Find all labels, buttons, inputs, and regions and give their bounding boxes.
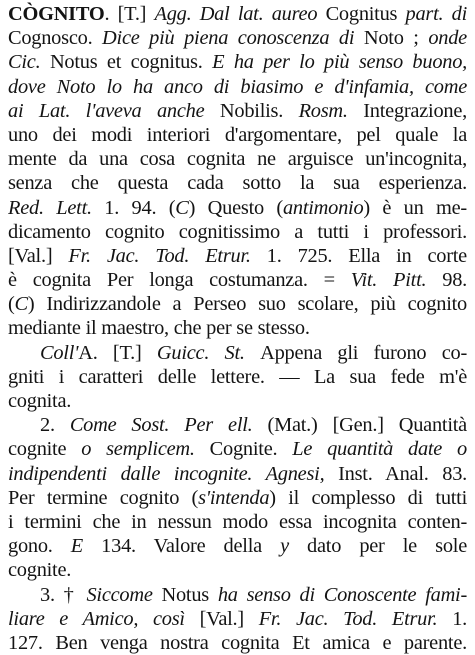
- text-run: mente da una cosa cognita ne arguisce un'incognita,: [8, 148, 467, 171]
- italic-text: Siccome: [86, 583, 162, 606]
- entry-line: [8, 462, 467, 486]
- entry-line: [8, 171, 467, 195]
- entry-line: [8, 316, 467, 340]
- entry-line: [8, 486, 467, 510]
- italic-text: dove Noto lo ha anco di biasimo e d'infamia, come: [8, 75, 467, 98]
- text-run: cognite.: [8, 559, 72, 582]
- text-run: 127. Ben venga nostra cognita Et amica e parente.: [8, 631, 467, 654]
- text-run: Cognitus: [325, 3, 406, 25]
- italic-text: Vit. Pitt.: [350, 269, 443, 292]
- text-run: [Val.]: [8, 244, 69, 267]
- entry-line: [8, 437, 467, 461]
- italic-text: Fr. Jac. Tod. Etrur.: [68, 244, 267, 267]
- italic-text: Agg. Dal lat. aureo: [154, 3, 326, 25]
- text-run: Inst. Anal. 83.: [338, 462, 467, 485]
- text-run: Nobilis.: [219, 99, 299, 122]
- italic-text: Cic.: [8, 51, 50, 74]
- entry-line: [8, 389, 467, 413]
- text-run: 1. 94. (: [104, 196, 176, 219]
- italic-text: y: [280, 535, 308, 558]
- italic-text: Guicc. St.: [156, 341, 261, 364]
- italic-text: Dice più piena conoscenza di: [102, 27, 364, 50]
- entry-line: [8, 99, 467, 123]
- text-run: 2.: [40, 414, 70, 437]
- text-run: ) Questo (: [188, 196, 283, 219]
- text-run: Integrazione,: [363, 99, 467, 122]
- text-run: 98.: [442, 269, 467, 292]
- text-run: ) è un me-: [363, 196, 467, 219]
- italic-text: Rosm.: [298, 99, 364, 122]
- text-run: mediante il maestro, che per se stesso.: [8, 317, 310, 340]
- text-run: 1. 725. Ella in corte: [266, 244, 467, 267]
- italic-text: o semplicem.: [81, 438, 210, 461]
- text-run: Noto ;: [363, 27, 429, 50]
- entry-line: [8, 292, 467, 316]
- text-run: senza che questa cada sotto la sua esperienza.: [8, 172, 467, 195]
- italic-text: ai Lat. l'aveva anche: [8, 99, 220, 122]
- text-run: ) il complesso di tutti: [269, 486, 467, 509]
- entry-line: [8, 341, 467, 365]
- entry-line: [8, 196, 467, 220]
- text-run: Notus: [161, 583, 218, 606]
- text-run: . [T.]: [104, 3, 155, 25]
- text-run: A. [T.]: [78, 341, 157, 364]
- italic-text: part. di: [405, 3, 467, 25]
- italic-text: Fr. Jac. Tod. Etrur.: [258, 607, 453, 630]
- entry-line: [8, 2, 467, 26]
- italic-text: indipendenti dalle incognite. Agnesi,: [8, 462, 339, 485]
- italic-text: Red. Lett.: [8, 196, 105, 219]
- text-run: i termini che in nessun modo essa incognita conten-: [8, 510, 467, 533]
- text-run: cognita.: [8, 390, 72, 412]
- text-run: 1.: [452, 607, 467, 630]
- text-run: 134. Valore della: [101, 535, 281, 558]
- italic-text: E: [70, 535, 102, 558]
- entry-line: [8, 147, 467, 171]
- entry-line: [8, 631, 467, 655]
- entry-line: [8, 26, 467, 50]
- text-run: Notus et cognitus.: [49, 51, 213, 74]
- italic-text: C: [175, 196, 189, 219]
- text-run: [Val.]: [199, 607, 259, 630]
- entry-line: [8, 244, 467, 268]
- text-run: è cognita Per longa costumanza. =: [8, 269, 351, 292]
- text-run: 3. †: [40, 583, 87, 606]
- text-run: dato per le sole: [307, 535, 467, 558]
- entry-line: [8, 365, 467, 389]
- text-run: (Mat.) [Gen.] Quantità: [267, 414, 467, 437]
- italic-text: Coll': [40, 341, 79, 364]
- italic-text: C: [14, 293, 28, 316]
- entry-line: [8, 534, 467, 558]
- italic-text: onde: [428, 27, 467, 50]
- italic-text: Come Sost. Per ell.: [69, 414, 268, 437]
- text-run: Per termine cognito (: [8, 486, 199, 509]
- italic-text: ha senso di Conoscente fami-: [217, 583, 467, 606]
- text-run: cognite: [8, 438, 82, 461]
- entry-line: [8, 583, 467, 607]
- headword: CÒGNITO: [8, 3, 105, 25]
- italic-text: E ha per lo più senso buono,: [212, 51, 467, 74]
- text-run: dicamento cognito cognitissimo a tutti i professori.: [8, 220, 467, 243]
- text-run: uno dei modi interiori d'argomentare, pel quale la: [8, 123, 467, 146]
- entry-line: [8, 268, 467, 292]
- text-run: Appena gli furono co-: [260, 341, 467, 364]
- text-run: gono.: [8, 535, 71, 558]
- entry-line: [8, 510, 467, 534]
- entry-line: [8, 123, 467, 147]
- text-run: (: [8, 293, 15, 316]
- text-run: ) Indirizzandole a Perseo suo scolare, più cognito: [27, 293, 467, 316]
- entry-line: [8, 607, 467, 631]
- text-run: Cognosco.: [8, 27, 103, 50]
- entry-line: [8, 220, 467, 244]
- italic-text: Le quantità date o: [292, 438, 467, 461]
- entry-line: [8, 75, 467, 99]
- italic-text: liare e Amico, così: [8, 607, 200, 630]
- entry-line: [8, 558, 467, 582]
- text-run: Cognite.: [209, 438, 293, 461]
- entry-line: [8, 50, 467, 74]
- entry-line: [8, 413, 467, 437]
- italic-text: s'intenda: [198, 486, 270, 509]
- text-run: gniti i caratteri delle lettere. — La sua fede m'è: [8, 365, 467, 388]
- italic-text: antimonio: [282, 196, 364, 219]
